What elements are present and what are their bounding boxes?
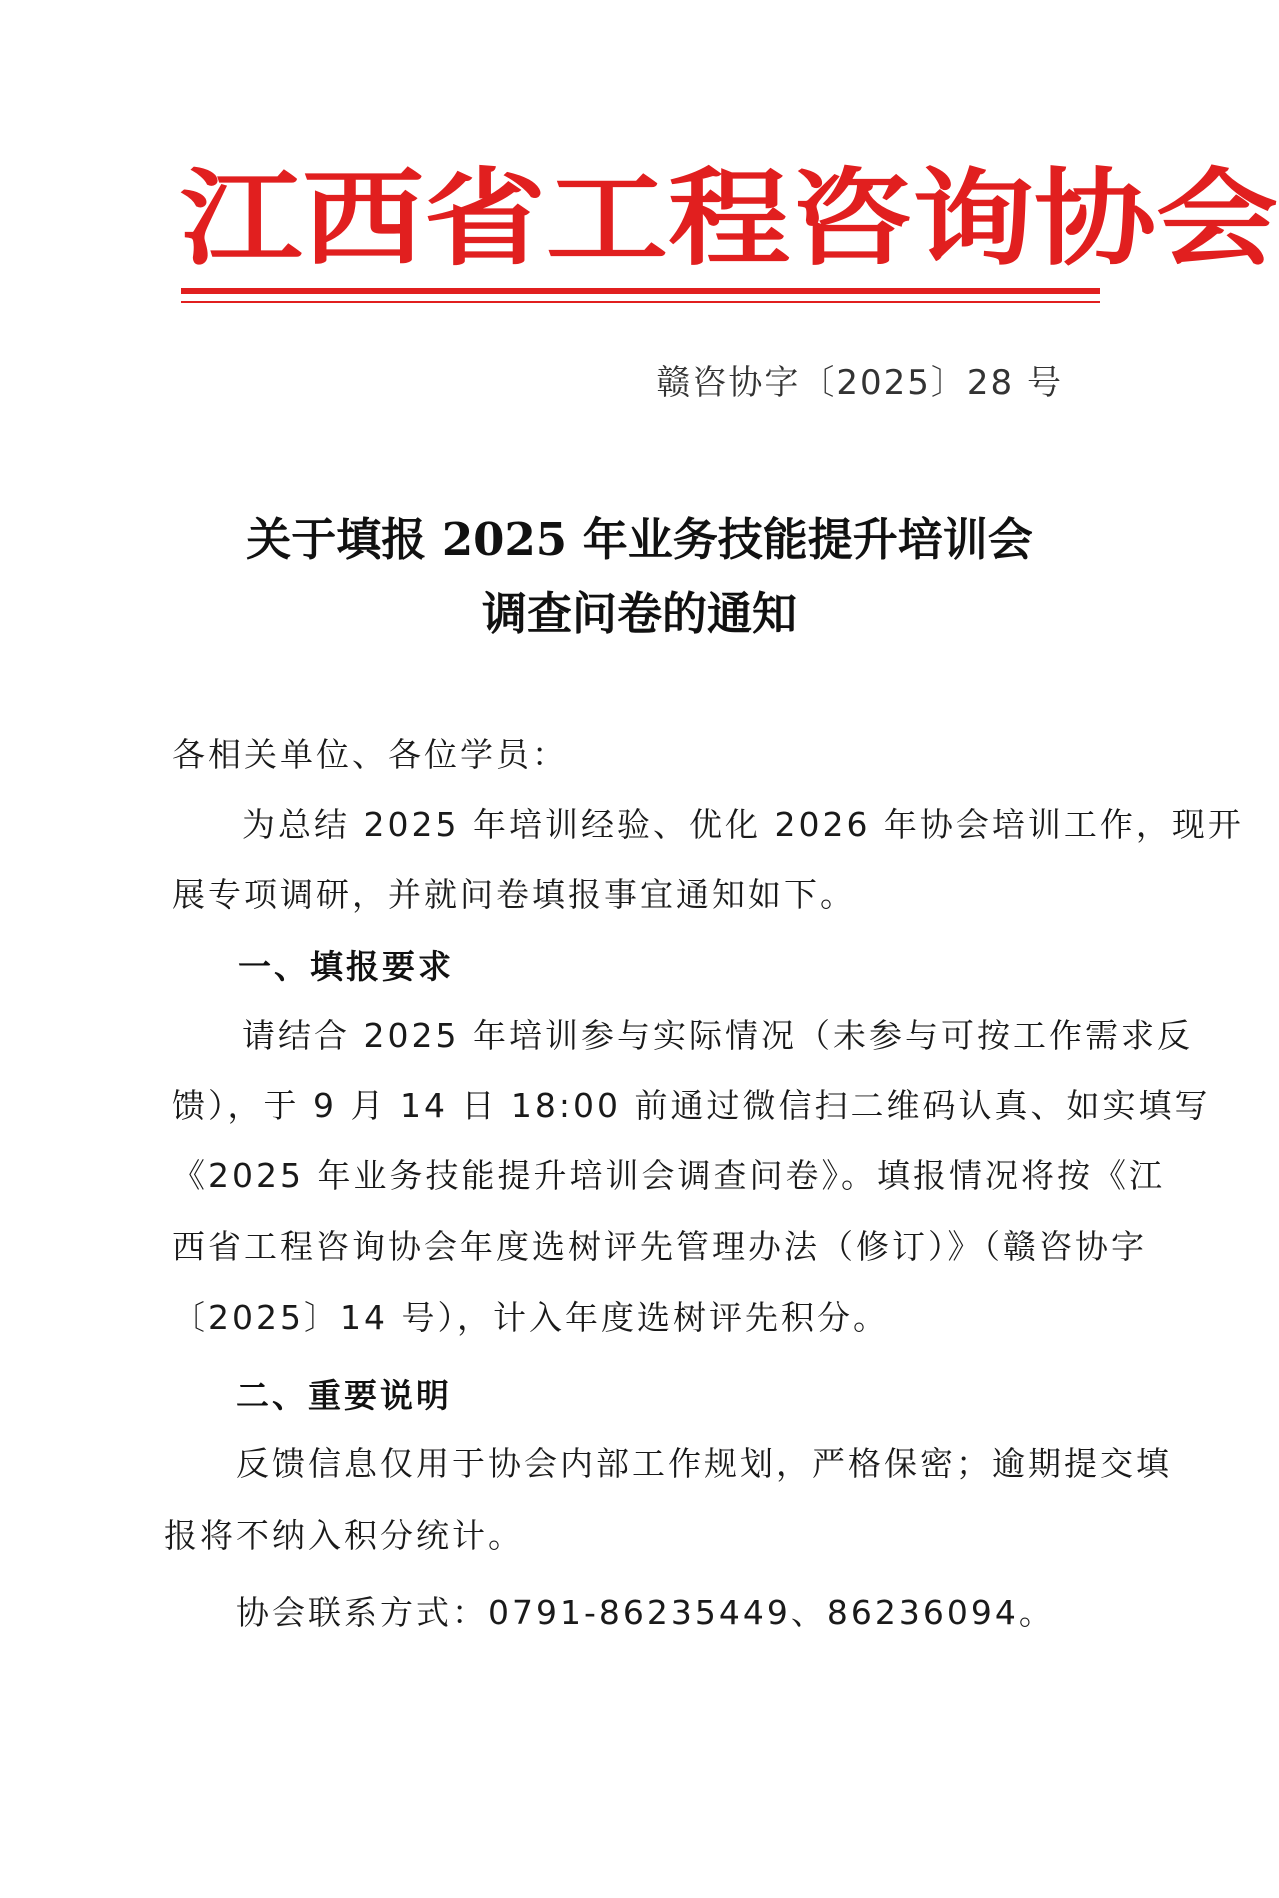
letterhead-char: 江 [180,156,302,280]
letterhead-char: 工 [546,156,668,280]
contact-info: 协会联系方式：0791-86235449、86236094。 [236,1593,1055,1632]
paragraph-line: 西省工程咨询协会年度选树评先管理办法（修订）》（赣咨协字 [172,1227,1147,1266]
section-heading: 一、填报要求 [238,947,454,986]
salutation: 各相关单位、各位学员： [172,735,568,774]
letterhead-char: 程 [668,156,790,280]
document-number: 赣咨协字〔2025〕28 号 [656,363,1063,403]
letterhead-rule-thick [181,288,1100,294]
paragraph-line: 报将不纳入积分统计。 [164,1516,524,1555]
intro-line: 为总结 2025 年培训经验、优化 2026 年协会培训工作，现开 [242,805,1244,844]
letterhead-char: 询 [912,156,1034,280]
section-heading: 二、重要说明 [236,1376,452,1415]
letterhead-char: 西 [302,156,424,280]
paragraph-line: 馈），于 9 月 14 日 18:00 前通过微信扫二维码认真、如实填写 [172,1086,1211,1125]
paragraph-line: 请结合 2025 年培训参与实际情况（未参与可按工作需求反 [242,1016,1193,1055]
paragraph-line: 反馈信息仅用于协会内部工作规划，严格保密；逾期提交填 [236,1444,1172,1483]
letterhead-org-name [180,156,1278,280]
letterhead-char: 协 [1034,156,1156,280]
document-title-line1: 关于填报 2025 年业务技能提升培训会 [246,513,1033,566]
letterhead-char: 咨 [790,156,912,280]
letterhead-char: 会 [1156,156,1278,280]
letterhead-char: 省 [424,156,546,280]
paragraph-line: 〔2025〕14 号），计入年度选树评先积分。 [172,1298,889,1337]
letterhead-rule-thin [181,301,1100,303]
document-title-line2: 调查问卷的通知 [481,587,797,640]
paragraph-line: 《2025 年业务技能提升培训会调查问卷》。填报情况将按《江 [172,1156,1165,1195]
intro-line: 展专项调研，并就问卷填报事宜通知如下。 [172,875,856,914]
